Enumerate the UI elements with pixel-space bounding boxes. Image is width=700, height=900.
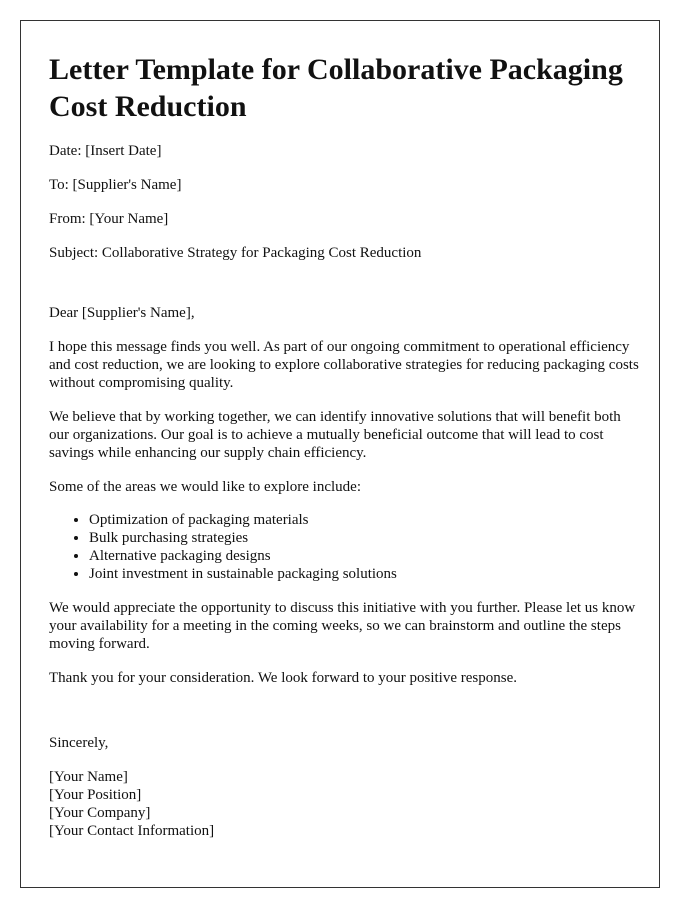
- letter-body: [49, 338, 639, 687]
- body-paragraph-3: Some of the areas we would like to explore include:: [49, 479, 361, 495]
- salutation: Dear [Supplier's Name],: [49, 305, 195, 321]
- closing-phrase: Sincerely,: [49, 735, 109, 751]
- list-item: • Optimization of packaging materials: [89, 511, 639, 529]
- signature-block: [49, 768, 639, 840]
- meta-from: From: [Your Name]: [49, 211, 169, 227]
- letter-page: [20, 20, 660, 888]
- signature-company: [Your Company]: [49, 805, 151, 821]
- list-item: • Joint investment in sustainable packaging solutions: [89, 565, 639, 583]
- areas-list: [49, 511, 639, 583]
- list-item: • Bulk purchasing strategies: [89, 529, 639, 547]
- signature-contact: [Your Contact Information]: [49, 823, 215, 839]
- body-paragraph-1: I hope this message finds you well. As part of our ongoing commitment to operational efficiency and cost reduction, we are looking to explore collaborative strategies for reducing packaging costs without compromising quality.: [49, 339, 639, 391]
- letter-meta: [49, 142, 639, 262]
- meta-to: To: [Supplier's Name]: [49, 177, 182, 193]
- signature-name: [Your Name]: [49, 769, 128, 785]
- letter-content: [49, 51, 639, 840]
- meta-subject: Subject: Collaborative Strategy for Packaging Cost Reduction: [49, 245, 422, 261]
- signature-position: [Your Position]: [49, 787, 142, 803]
- body-paragraph-2: We believe that by working together, we can identify innovative solutions that will benefit both our organizations. Our goal is to achieve a mutually beneficial outcome that will lead to cost savings while enhancing our supply chain efficiency.: [49, 409, 621, 461]
- letter-title: Letter Template for Collaborative Packaging Cost Reduction: [49, 53, 623, 123]
- closing-paragraph-1: We would appreciate the opportunity to discuss this initiative with you further. Please let us know your availability for a meeting in the coming weeks, so we can brainstorm and outline the steps moving forward.: [49, 600, 636, 652]
- list-item: • Alternative packaging designs: [89, 547, 639, 565]
- meta-date: Date: [Insert Date]: [49, 143, 162, 159]
- closing-paragraph-2: Thank you for your consideration. We look forward to your positive response.: [49, 670, 517, 686]
